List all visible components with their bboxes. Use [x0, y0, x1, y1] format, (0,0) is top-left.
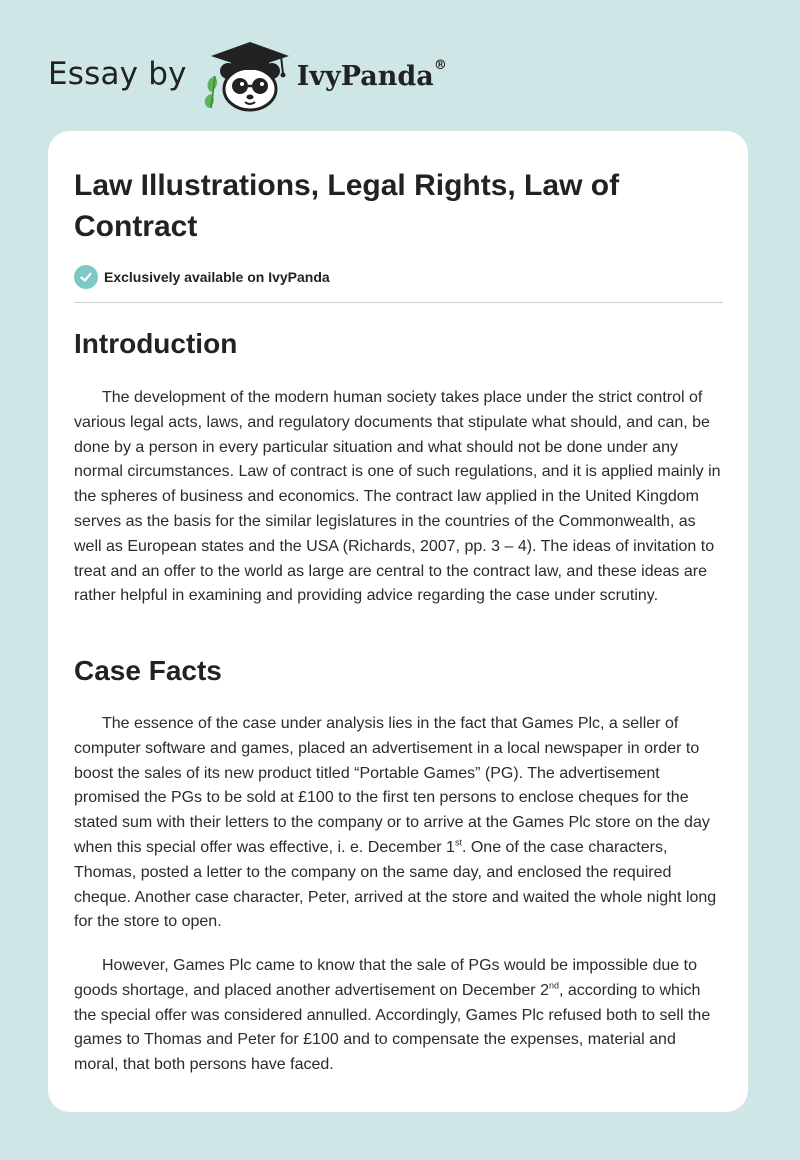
essay-by-label: Essay by [48, 56, 187, 92]
case-facts-p1-text-b: . One of the case characters, Thomas, posted a letter to the company on the same day, and enclosed the required cheque. Another case character, Peter, arrived at the store and waited the whole night long for the store to open. [74, 838, 717, 931]
brand-name: IvyPanda [296, 60, 434, 92]
introduction-paragraph: The development of the modern human society takes place under the strict control of various legal acts, laws, and regulatory documents that stipulate what should, and can, be done by a person in every particular situation and what should not be done under any normal circumstances. Law of contract is one of such regulations, and it is applied mainly in the spheres of business and economics. The contract law applied in the United Kingdom serves as the basis for the similar legislatures in the countries of the Commonwealth, as well as European states and the USA (Richards, 2007, pp. 3 – 4). The ideas of invitation to treat and an offer to the world as large are central to the contract law, and these ideas are rather helpful in examining and providing advice regarding the case under scrutiny. [74, 389, 721, 605]
ordinal-suffix-st: st [454, 837, 462, 848]
case-facts-p2-text-a: However, Games Plc came to know that the sale of PGs would be impossible due to goods shortage, and placed another advertisement on December 2 [74, 957, 697, 999]
divider [74, 302, 723, 303]
case-facts-paragraph-1 [74, 712, 724, 935]
ivypanda-logo-text[interactable] [296, 57, 447, 92]
section-heading-case-facts: Case Facts [74, 655, 222, 686]
registered-mark: ® [433, 57, 447, 73]
site-header [48, 34, 447, 114]
case-facts-p2-text-b: , according to which the special offer was considered annulled. Accordingly, Games Plc refused both to sell the games to Thomas and Peter for £100 and to compensate the expenses, material and moral, that both persons have faced. [74, 981, 711, 1074]
exclusive-label: Exclusively available on IvyPanda [104, 269, 330, 285]
essay-title: Law Illustrations, Legal Rights, Law of Contract [74, 169, 620, 243]
panda-graduate-icon [201, 36, 291, 112]
exclusive-badge [74, 265, 330, 289]
checkmark-icon [74, 265, 98, 289]
case-facts-p1-text-a: The essence of the case under analysis lies in the fact that Games Plc, a seller of computer software and games, placed an advertisement in a local newspaper in order to boost the sales of its new product titled “Portable Games” (PG). The advertisement promised the PGs to be sold at £100 to the first ten persons to enclose cheques for the stated sum with their letters to the company or to arrive at the Games Plc store on the day when this special offer was effective, i. e. December 1 [74, 715, 710, 856]
section-heading-introduction: Introduction [74, 328, 238, 359]
ordinal-suffix-nd: nd [548, 980, 559, 991]
case-facts-paragraph-2 [74, 954, 724, 1078]
essay-card [48, 131, 748, 1112]
